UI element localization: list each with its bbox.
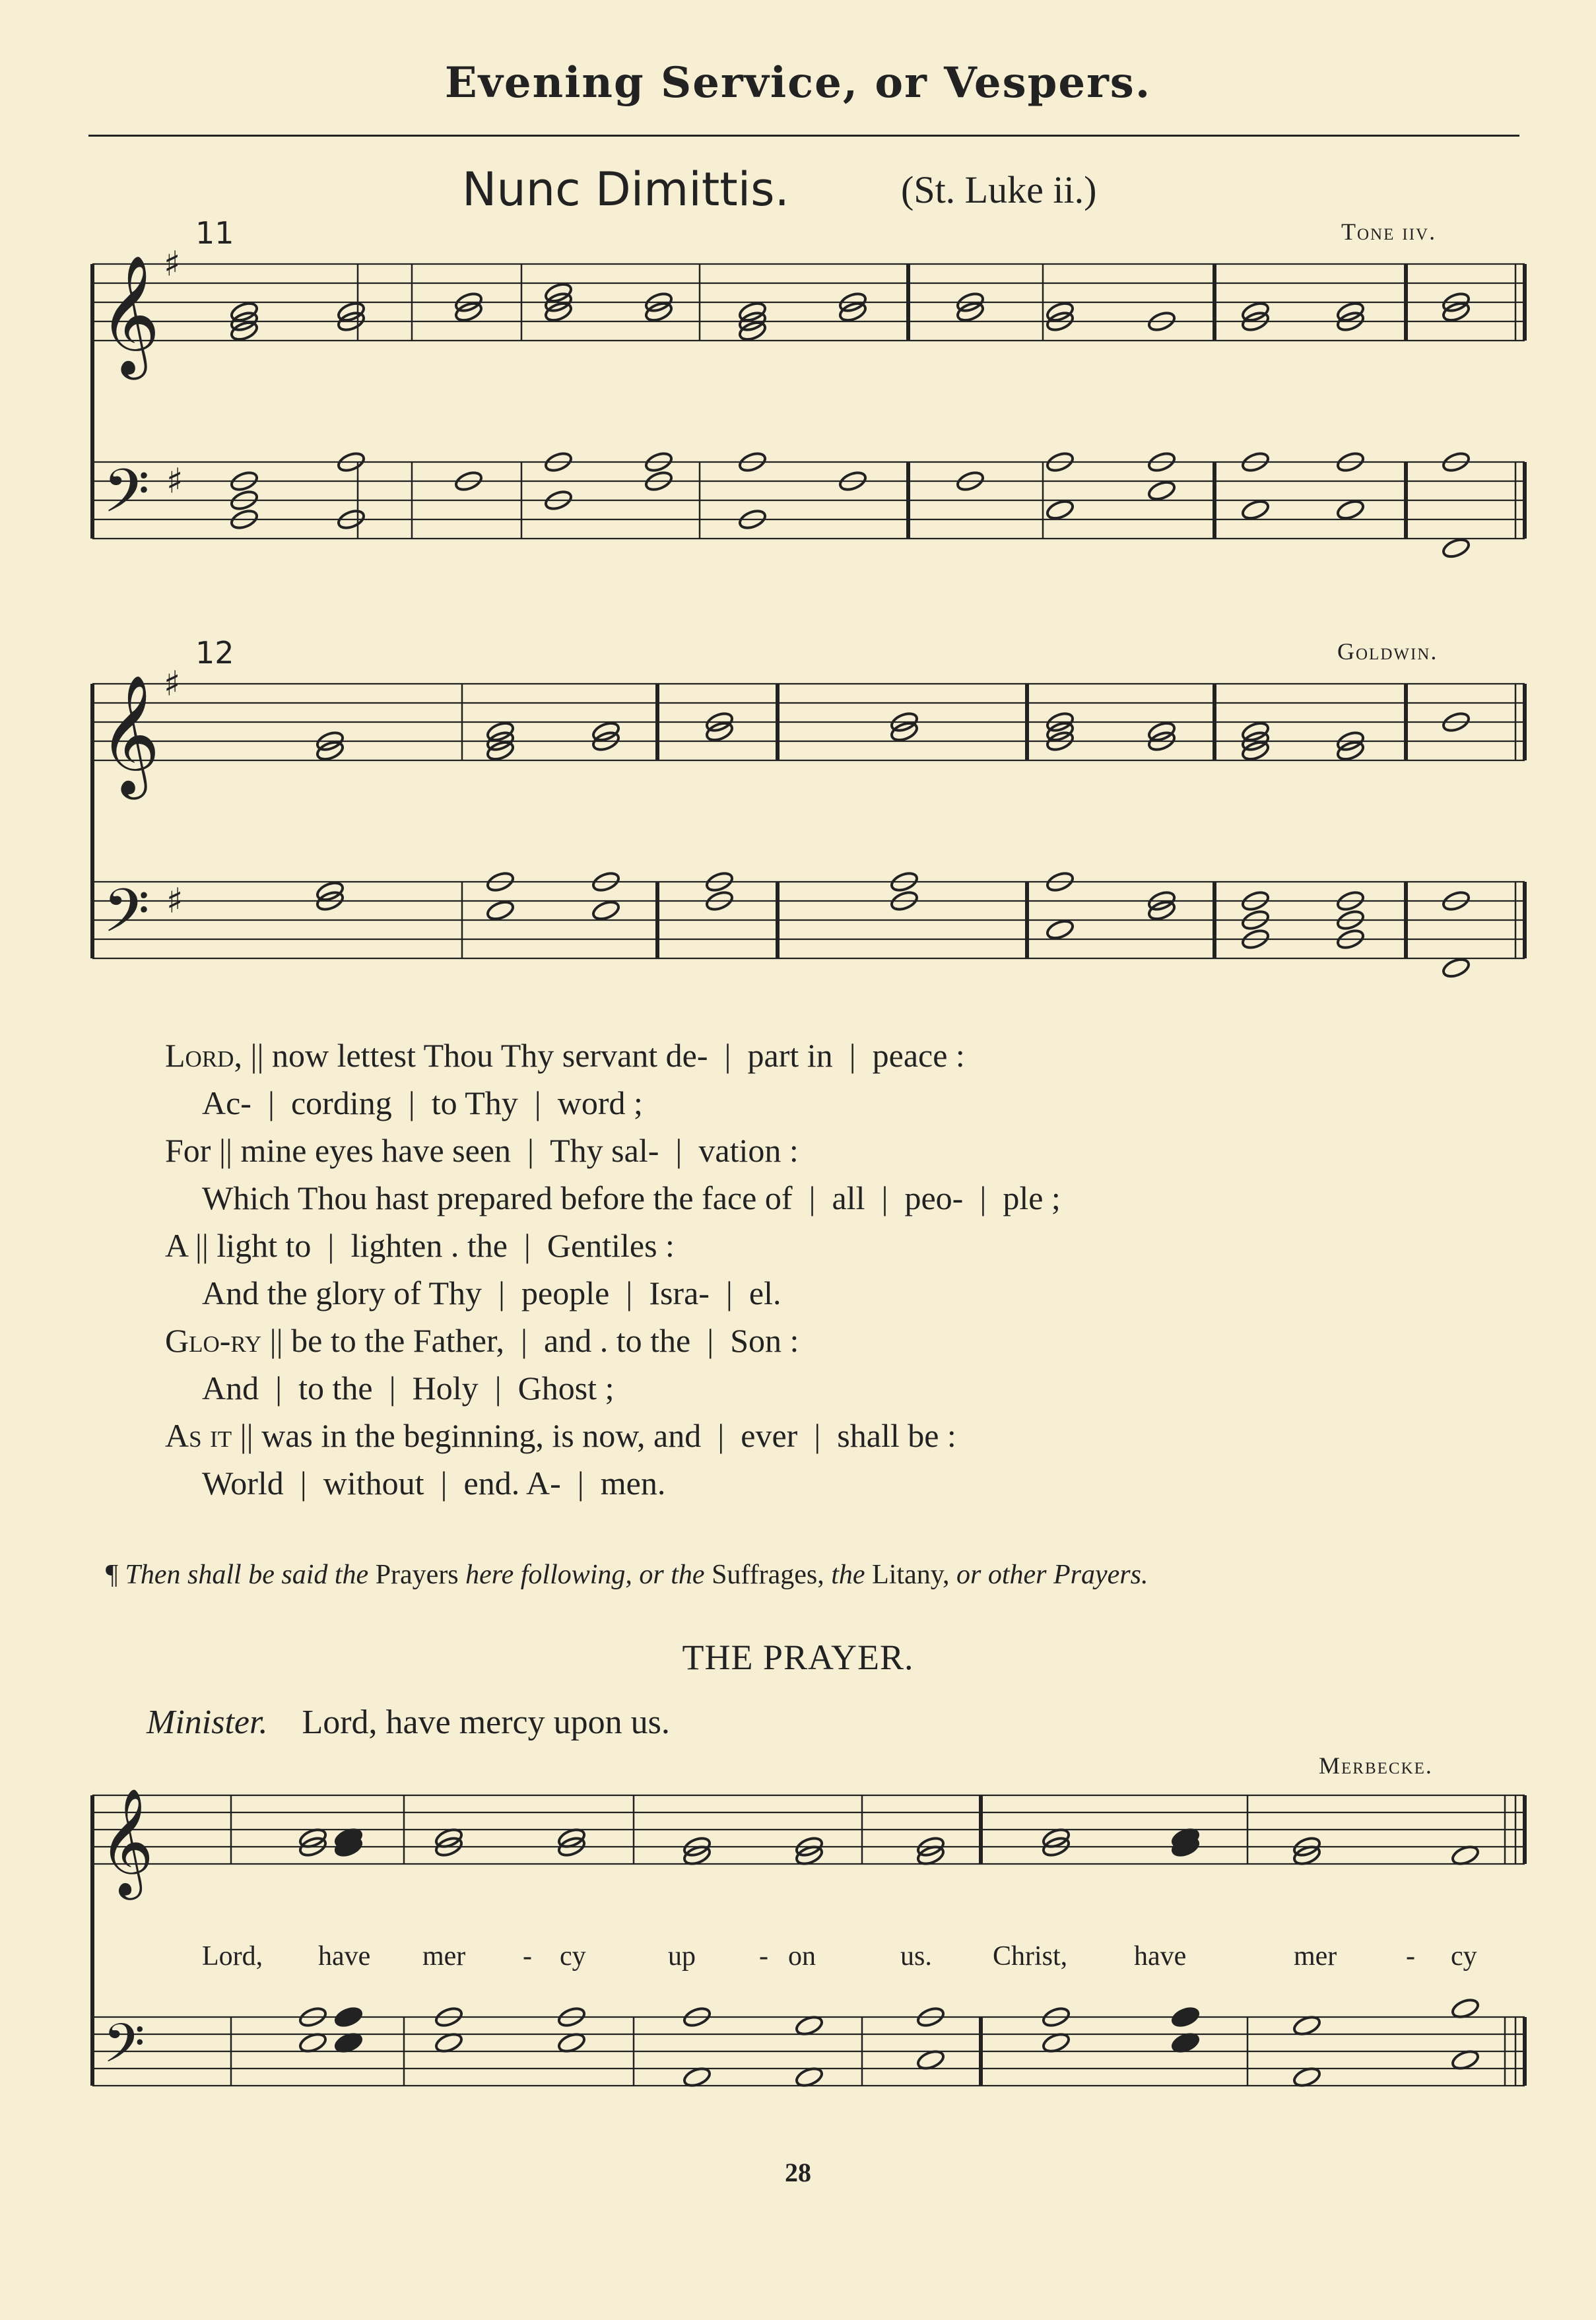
note-head xyxy=(315,739,345,762)
lyric-syllable: - xyxy=(1406,1941,1415,1972)
rubric xyxy=(106,1559,1148,1591)
canticle-line xyxy=(202,1179,1061,1217)
rubric-segment: or other Prayers. xyxy=(956,1560,1148,1590)
canticle-line xyxy=(165,1036,965,1075)
note-head xyxy=(229,319,259,343)
canticle-line xyxy=(202,1464,665,1502)
note-head xyxy=(1147,899,1176,922)
line-text: World | without | end. A- | men. xyxy=(202,1465,666,1502)
note-head xyxy=(704,720,734,743)
rubric-segment: Then shall be said the xyxy=(125,1560,376,1590)
note-head xyxy=(955,300,985,323)
note-head xyxy=(1240,498,1270,521)
lyric-syllable: cy xyxy=(1451,1941,1477,1972)
note-head xyxy=(1335,739,1365,762)
line-text: And the glory of Thy | people | Isra- | el. xyxy=(202,1275,781,1311)
lyric-syllable: mer xyxy=(422,1941,466,1972)
rubric-text xyxy=(125,1560,1148,1590)
lyric-syllable: have xyxy=(1134,1941,1187,1972)
canticle-line xyxy=(165,1226,675,1265)
lyric-syllable: - xyxy=(523,1941,532,1972)
versicle-line xyxy=(147,1703,670,1742)
canticle-line xyxy=(165,1321,799,1360)
line-text: || now lettest Thou Thy servant de- | part in | peace : xyxy=(242,1037,965,1074)
note-head xyxy=(453,300,483,323)
bass-clef-icon: 𝄢 xyxy=(103,2012,145,2088)
chant-12-music-system xyxy=(0,664,1596,1007)
merbecke-credit: Merbecke. xyxy=(1319,1752,1433,1779)
line-text: A || light to | lighten . the | Gentiles : xyxy=(165,1227,675,1264)
note-head xyxy=(1441,300,1471,323)
line-text: || be to the Father, | and . to the | Son : xyxy=(261,1322,799,1359)
note-head xyxy=(737,319,767,343)
prayer-heading: THE PRAYER. xyxy=(682,1638,914,1677)
note-head xyxy=(1147,479,1176,502)
lyric-syllable: Christ, xyxy=(993,1941,1068,1972)
line-lead-word: As it xyxy=(165,1417,232,1454)
note-head xyxy=(333,2005,363,2028)
line-text: Ac- | cording | to Thy | word ; xyxy=(202,1084,643,1121)
lyric-syllable: Lord, xyxy=(202,1941,263,1972)
pilcrow-icon: ¶ xyxy=(106,1560,119,1590)
note-head xyxy=(1335,498,1365,521)
rubric-segment: here following, or the xyxy=(465,1560,712,1590)
line-text: And | to the | Holy | Ghost ; xyxy=(202,1370,615,1407)
note-head xyxy=(543,300,573,323)
lyric-syllable: mer xyxy=(1294,1941,1337,1972)
lyric-syllable: up xyxy=(668,1941,696,1972)
sharp-icon: ♯ xyxy=(166,881,183,921)
line-text: || was in the beginning, is now, and | ever | shall be : xyxy=(232,1417,956,1454)
rubric-segment: Litany, xyxy=(872,1560,956,1590)
canticle-line xyxy=(202,1274,781,1312)
lyric-syllable: have xyxy=(318,1941,371,1972)
treble-clef-icon: 𝄞 xyxy=(99,254,160,374)
line-lead-word: Glo-ry xyxy=(165,1322,262,1359)
note-head xyxy=(644,300,673,323)
canticle-line xyxy=(202,1369,614,1407)
note-head xyxy=(1441,956,1471,979)
sharp-icon: ♯ xyxy=(166,461,183,502)
treble-clef-icon: 𝄞 xyxy=(99,1788,154,1896)
canticle-title: Nunc Dimittis. xyxy=(462,162,789,216)
note-head xyxy=(1240,739,1270,762)
note-head xyxy=(1045,918,1075,941)
canticle-source: (St. Luke ii.) xyxy=(901,168,1097,211)
lyric-syllable: us. xyxy=(900,1941,932,1972)
lyric-syllable: cy xyxy=(560,1941,586,1972)
canticle-line xyxy=(202,1084,643,1122)
sharp-icon: ♯ xyxy=(164,244,181,284)
lyric-syllable: on xyxy=(788,1941,816,1972)
canticle-line xyxy=(165,1416,956,1455)
note-head xyxy=(1441,537,1471,560)
rubric-segment: the xyxy=(831,1560,873,1590)
line-text: For || mine eyes have seen | Thy sal- | vation : xyxy=(165,1132,799,1169)
note-head xyxy=(591,899,620,922)
treble-clef-icon: 𝄞 xyxy=(99,674,160,794)
note-head xyxy=(1170,2005,1200,2028)
chant-12-number: 12 xyxy=(195,635,234,671)
sharp-icon: ♯ xyxy=(164,664,181,704)
chant-11-number: 11 xyxy=(195,215,234,251)
note-head xyxy=(889,720,919,743)
bass-clef-icon: 𝄢 xyxy=(103,456,150,541)
chant-11-music-system xyxy=(0,244,1596,587)
header-rule xyxy=(88,135,1519,137)
chant-11-credit: Tone iiv. xyxy=(1341,218,1437,245)
running-head: Evening Service, or Vespers. xyxy=(444,58,1152,108)
lyric-syllable: - xyxy=(759,1941,768,1972)
versicle-text: Lord, have mercy upon us. xyxy=(302,1704,670,1741)
line-text: Which Thou hast prepared before the face of | all | peo- | ple ; xyxy=(202,1179,1061,1216)
note-head xyxy=(485,739,515,762)
rubric-segment: Prayers xyxy=(375,1560,466,1590)
chant-12-credit: Goldwin. xyxy=(1337,638,1438,665)
canticle-line xyxy=(165,1131,799,1170)
note-head xyxy=(485,899,515,922)
rubric-segment: Suffrages, xyxy=(712,1560,832,1590)
page-number: 28 xyxy=(785,2158,811,2187)
line-lead-word: Lord, xyxy=(165,1037,242,1074)
speaker-label: Minister. xyxy=(147,1704,268,1741)
note-head xyxy=(838,300,867,323)
note-head xyxy=(1045,498,1075,521)
bass-clef-icon: 𝄢 xyxy=(103,876,150,960)
